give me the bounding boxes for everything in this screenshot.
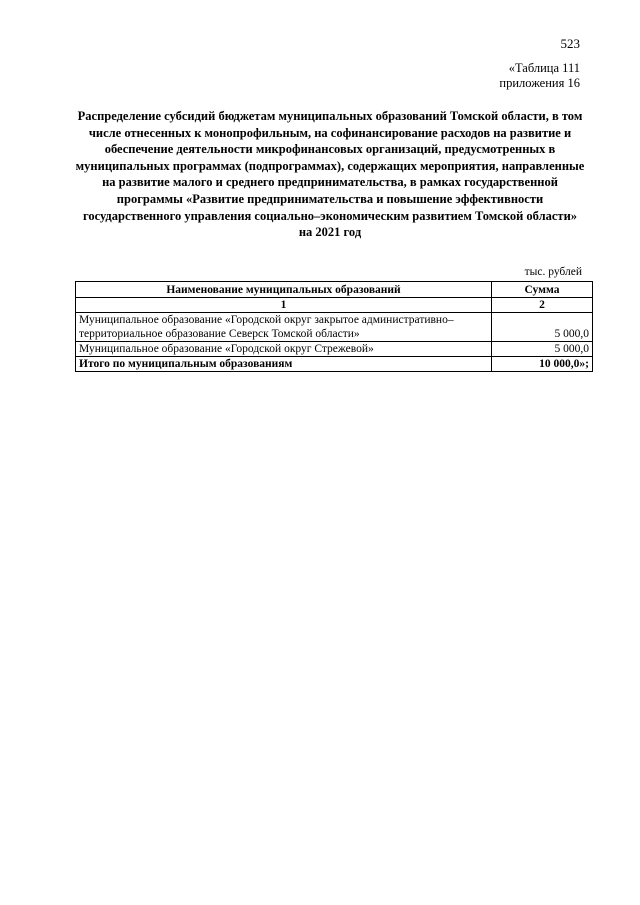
- table-row: [76, 313, 593, 342]
- table-header-row: [76, 282, 593, 298]
- total-label: Итого по муниципальным образованиям: [76, 357, 492, 372]
- total-sum: 10 000,0»;: [492, 357, 593, 372]
- header-name: Наименование муниципальных образований: [76, 282, 492, 298]
- table-reference-line2: приложения 16: [499, 76, 580, 90]
- column-number-2: 2: [492, 298, 593, 313]
- document-title: Распределение субсидий бюджетам муниципальных образований Томской области, в том числе отнесенных к монопрофильным, на софинансирование расходов на развитие и обеспечение деятельности микрофинансовых организаций, предусмотренных в муниципальных программах (подпрограммах), содержащих мероприятия, направленные на развитие малого и среднего предпринимательства, в рамках государственной программы «Развитие предпринимательства и повышение эффективности государственного управления социально–экономическим развитием Томской области» на 2021 год: [75, 109, 585, 240]
- row-sum: 5 000,0: [492, 342, 593, 357]
- column-number-1: 1: [76, 298, 492, 313]
- row-name: Муниципальное образование «Городской округ Стрежевой»: [76, 342, 492, 357]
- column-number-row: [76, 298, 593, 313]
- table-reference-line1: «Таблица 111: [508, 61, 580, 75]
- page-number: 523: [560, 36, 580, 51]
- table-row: [76, 342, 593, 357]
- row-sum: 5 000,0: [492, 313, 593, 342]
- total-row: [76, 357, 593, 372]
- units-label: тыс. рублей: [524, 266, 582, 278]
- table-reference: [499, 61, 580, 91]
- subsidy-table: [75, 281, 593, 372]
- header-sum: Сумма: [492, 282, 593, 298]
- row-name: Муниципальное образование «Городской округ закрытое административно–территориальное образование Северск Томской области»: [76, 313, 492, 342]
